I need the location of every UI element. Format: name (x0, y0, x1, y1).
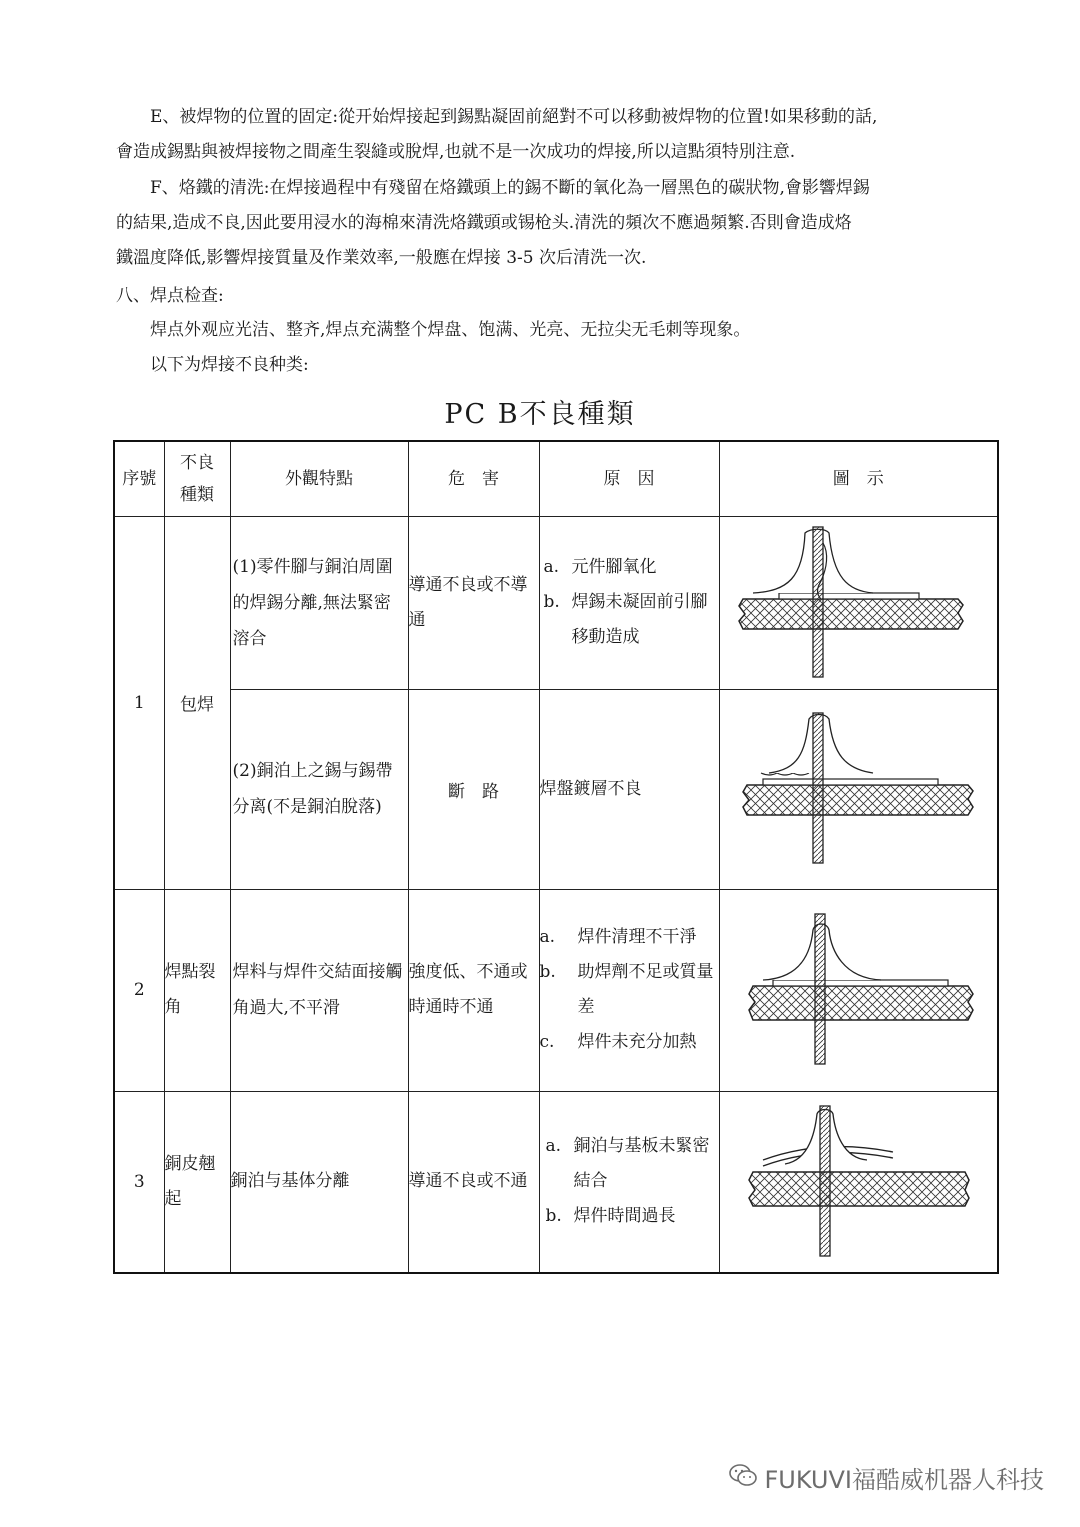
row-harm: 斷 路 (408, 689, 539, 889)
row-appearance: 焊料与焊件交結面接觸角過大,不平滑 (230, 889, 408, 1091)
cause-item: b. 焊件時間過長 (545, 1206, 676, 1227)
table-title: PC B不良種類 (444, 399, 636, 430)
row-no: 1 (114, 516, 164, 889)
paragraph-f-line1: F、烙鐵的清洗:在焊接過程中有殘留在烙鐵頭上的錫不斷的氧化為一層黑色的碳狀物,會影響焊錫 (150, 178, 870, 198)
watermark (728, 1460, 1044, 1495)
header-no: 序號 (114, 441, 164, 516)
cause-item: a. 焊件清理不干淨 (539, 927, 697, 947)
solder-diagram-1a (733, 523, 983, 683)
header-figure: 圖 示 (719, 441, 998, 516)
cause-item: a. 元件腳氧化 (543, 557, 657, 577)
row-harm: 強度低、不通或時通時不通 (408, 889, 539, 1091)
watermark-text: FUKUVI福酷威机器人科技 (764, 1466, 1044, 1494)
row-cause (539, 889, 719, 1091)
row-cause: 焊盤鍍層不良 (539, 689, 719, 889)
cause-item: c. 焊件未充分加熱 (539, 1032, 697, 1052)
row-type: 包焊 (164, 516, 230, 889)
row-appearance: 銅泊与基体分離 (230, 1091, 408, 1273)
header-type: 不良 種類 (164, 441, 230, 516)
row-type: 銅皮翹起 (164, 1091, 230, 1273)
table-row (114, 1091, 998, 1273)
cause-item: b. 焊錫未凝固前引腳移動造成 (543, 592, 708, 647)
row-cause (539, 1091, 719, 1273)
table-header-row (114, 441, 998, 516)
table-row (114, 889, 998, 1091)
figure-cell (719, 1091, 998, 1273)
table-row (114, 516, 998, 689)
cause-item: b. 助焊劑不足或質量差 (539, 962, 714, 1017)
paragraph-e-line2: 會造成錫點與被焊接物之間產生裂縫或脫焊,也就不是一次成功的焊接,所以這點須特別注意. (116, 142, 796, 162)
header-cause: 原 因 (539, 441, 719, 516)
row-no: 2 (114, 889, 164, 1091)
table-row (114, 689, 998, 889)
row-no: 3 (114, 1091, 164, 1273)
row-harm: 導通不良或不通 (408, 1091, 539, 1273)
solder-diagram-2 (733, 910, 983, 1070)
defect-intro-text: 以下为焊接不良种类: (150, 355, 309, 375)
row-appearance: (2)銅泊上之錫与錫帶分离(不是銅泊脫落) (230, 689, 408, 889)
row-harm: 導通不良或不導通 (408, 516, 539, 689)
figure-cell (719, 889, 998, 1091)
wechat-icon (728, 1462, 758, 1494)
header-harm: 危 害 (408, 441, 539, 516)
section-heading-8: 八、焊点检查: (116, 286, 224, 306)
paragraph-e-line1: E、被焊物的位置的固定:從开始焊接起到錫點凝固前絕對不可以移動被焊物的位置!如果移動的話, (150, 107, 878, 127)
paragraph-f-line2: 的結果,造成不良,因此要用浸水的海棉來清洗烙鐵頭或锡枪头.清洗的頻次不應過頻繁.否則會造成烙 (116, 213, 852, 233)
cause-item: a. 銅泊与基板未緊密結合 (545, 1136, 710, 1192)
figure-cell (719, 689, 998, 889)
inspection-text: 焊点外观应光洁、整齐,焊点充满整个焊盘、饱满、光亮、无拉尖无毛刺等现象。 (150, 320, 751, 340)
row-type: 焊點裂角 (164, 889, 230, 1091)
figure-cell (719, 516, 998, 689)
paragraph-f-line3: 鐵溫度降低,影響焊接質量及作業效率,一般應在焊接 3-5 次后清洗一次. (116, 248, 647, 268)
row-appearance: (1)零件腳与銅泊周圍的焊錫分離,無法緊密溶合 (230, 516, 408, 689)
row-cause (539, 516, 719, 689)
header-appearance: 外觀特點 (230, 441, 408, 516)
defect-table (113, 440, 999, 1274)
solder-diagram-1b (733, 709, 983, 869)
solder-diagram-3 (733, 1102, 983, 1262)
